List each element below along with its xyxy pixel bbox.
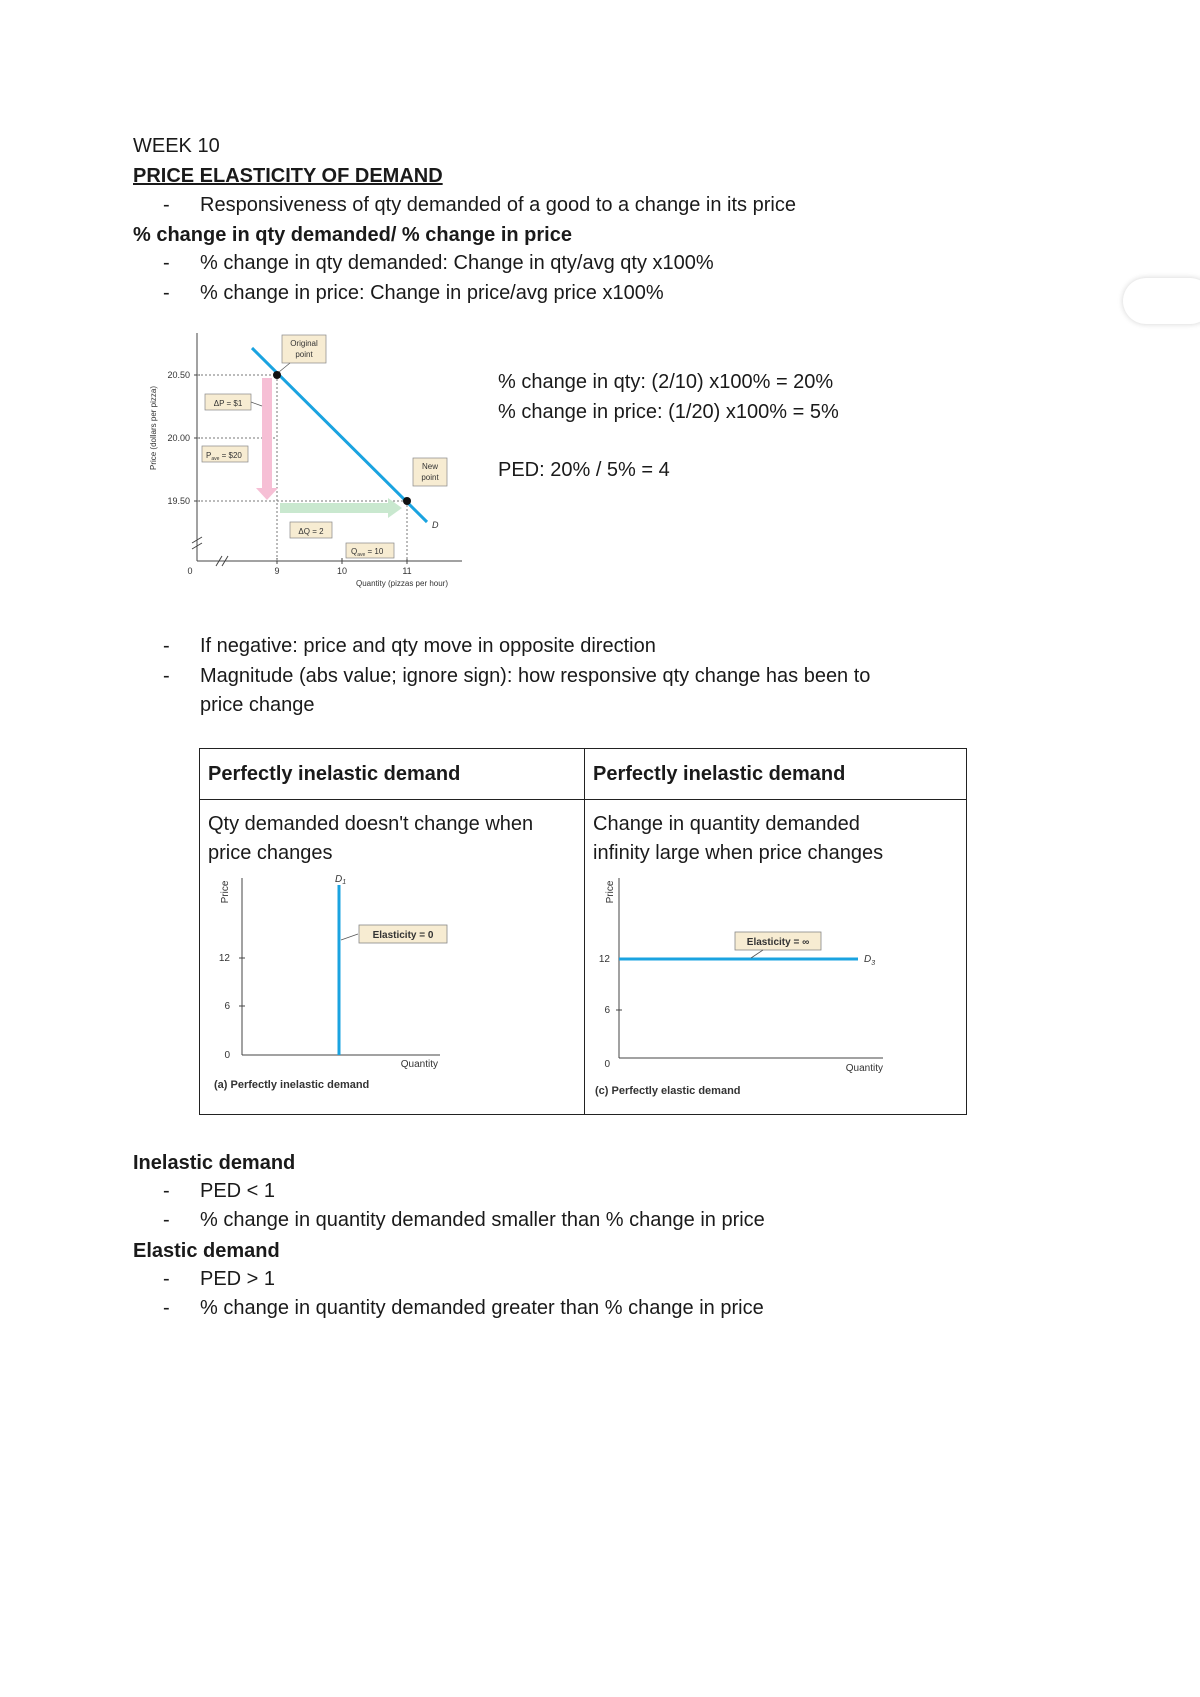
new-point-label: New	[421, 462, 439, 471]
y-tick-label: 0	[224, 1050, 230, 1061]
x-tick-label: 10	[336, 566, 348, 576]
calc-qty: % change in qty: (2/10) x100% = 20%	[498, 371, 834, 393]
elastic-heading: Elastic demand	[133, 1240, 280, 1262]
q-ave-label: Q	[351, 547, 358, 556]
y-tick-label: 20.00	[167, 433, 190, 443]
x-tick-label: 9	[274, 566, 280, 576]
original-point-label: Original	[290, 339, 318, 348]
q-ave-subscript: ave	[357, 552, 366, 558]
calc-price: % change in price: (1/20) x100% = 5%	[498, 401, 839, 423]
text-line: price changes	[208, 842, 333, 864]
chart-caption: (c) Perfectly elastic demand	[595, 1085, 741, 1097]
delta-p-label: ΔP = $1	[213, 399, 243, 408]
y-tick-label: 6	[604, 1005, 610, 1016]
elasticity-infinity-label: Elasticity = ∞	[746, 937, 810, 948]
x-axis-label: Quantity	[400, 1059, 438, 1070]
note-magnitude-cont: price change	[200, 694, 315, 716]
original-point-label: point	[295, 350, 313, 359]
document-page: WEEK 10 PRICE ELASTICITY OF DEMAND - Responsiveness of qty demanded of a good to a change in its price % change in qty demanded/ % change in price - % change in qty demanded: Change in qty/avg qty x100% - % change in price: Change in price/avg price x100% Price (dollars per pizza) 20.50 20.00 19.50 0 9 10 11 Quantity (pizzas per hour) D Original point New point ΔP = $1 $P_{ave}$ = $20 ΔQ = 2 $Q_{ave} = 10$ % change in qty: (2/10) x100% = 20% % change in price: (1/20) x100% = 5% PED: 20% / 5% = 4 - If negative: price and qty move in opposite direction - Magnitude (abs value; ignore sign): how responsive qty change has been to price change Perfectly inelastic demand Perfectly inelastic demand Qty demanded doesn't change when price changes Price 12 6 0 $D_1$ Elasticity = 0 Quantity (a) Perfectly inelastic demand Change in quantity demanded infinity large when price changes Price 12 6 0 $D_3$ Elasticity = ∞ Quantity (c) Perfectly elastic demand Inelastic demand - PED < 1 - % change in quantity demanded smaller than % change in price Elastic demand - PED > 1 - % change in quantity demanded greater than % change in price	[0, 0, 1200, 1697]
formula-heading: % change in qty demanded/ % change in price	[133, 224, 572, 246]
week-label: WEEK 10	[133, 135, 220, 157]
inelastic-point: PED < 1	[200, 1180, 276, 1202]
inelastic-heading: Inelastic demand	[133, 1152, 296, 1174]
new-point-label: point	[421, 473, 439, 482]
elasticity-table	[199, 748, 967, 1115]
side-panel-tab[interactable]	[1123, 278, 1200, 324]
curve-subscript: 3	[871, 960, 876, 967]
chart-caption: (a) Perfectly inelastic demand	[214, 1079, 370, 1091]
note-negative: If negative: price and qty move in opposite direction	[200, 635, 656, 657]
curve-label: D	[864, 954, 872, 965]
y-tick-label: 20.50	[167, 370, 190, 380]
x-axis-label: Quantity	[845, 1063, 883, 1074]
elastic-point: % change in quantity demanded greater than % change in price	[200, 1297, 764, 1319]
y-tick-label: 0	[604, 1059, 610, 1070]
text-line: Change in quantity demanded	[593, 813, 860, 835]
cell-text-left	[208, 810, 576, 868]
svg-text:D3	[864, 954, 875, 967]
y-axis-label: Price	[220, 880, 231, 904]
definition-text: Responsiveness of qty demanded of a good to a change in its price	[200, 194, 796, 216]
table-header-right: Perfectly inelastic demand	[585, 749, 967, 800]
p-ave-subscript: ave	[211, 456, 220, 462]
x-tick-label: 0	[187, 566, 193, 576]
y-axis-label: Price	[605, 880, 616, 904]
delta-q-label: ΔQ = 2	[298, 527, 324, 536]
elasticity-zero-label: Elasticity = 0	[372, 930, 434, 941]
inelastic-point: % change in quantity demanded smaller than % change in price	[200, 1209, 765, 1231]
original-point-marker	[273, 371, 281, 379]
p-ave-value: = $20	[219, 451, 242, 460]
calc-ped: PED: 20% / 5% = 4	[498, 459, 670, 481]
curve-subscript: 1	[342, 879, 347, 886]
x-tick-label: 11	[402, 566, 412, 576]
perfectly-elastic-chart	[593, 870, 893, 1106]
q-ave-value: = 10	[365, 547, 384, 556]
perfectly-inelastic-chart	[208, 870, 448, 1100]
table-cell-right	[585, 800, 967, 1115]
svg-text:D1	[335, 874, 346, 886]
y-tick-label: 19.50	[167, 496, 190, 506]
text-line: infinity large when price changes	[593, 842, 884, 864]
p-ave-label: P	[206, 451, 212, 460]
elastic-point: PED > 1	[200, 1268, 276, 1290]
page-title: PRICE ELASTICITY OF DEMAND	[133, 165, 443, 187]
y-tick-label: 6	[224, 1001, 230, 1012]
text-line: Qty demanded doesn't change when	[208, 813, 534, 835]
new-point-marker	[403, 497, 411, 505]
formula-point-price: % change in price: Change in price/avg price x100%	[200, 282, 664, 304]
cell-text-right	[593, 810, 958, 868]
table-cell-left	[200, 800, 585, 1115]
y-axis-label: Price (dollars per pizza)	[149, 385, 158, 471]
note-magnitude: Magnitude (abs value; ignore sign): how responsive qty change has been to	[200, 665, 871, 687]
table-header-left: Perfectly inelastic demand	[200, 749, 585, 800]
y-tick-label: 12	[598, 954, 610, 965]
curve-label: D	[335, 874, 343, 885]
x-axis-label: Quantity (pizzas per hour)	[355, 579, 449, 588]
demand-curve-label: D	[432, 520, 439, 530]
y-tick-label: 12	[218, 953, 230, 964]
ped-example-chart	[140, 318, 480, 593]
formula-point-qty: % change in qty demanded: Change in qty/avg qty x100%	[200, 252, 714, 274]
